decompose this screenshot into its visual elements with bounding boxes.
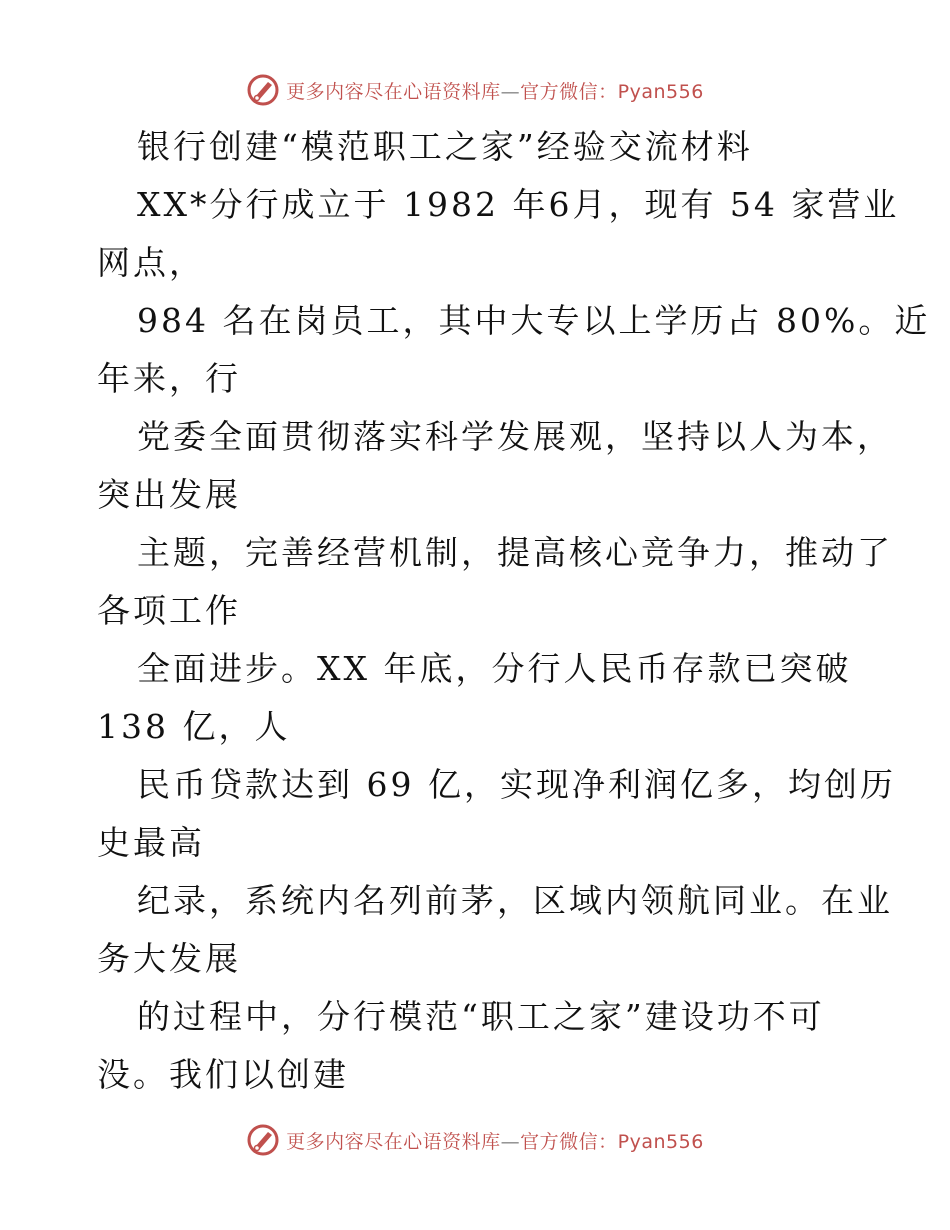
banner-separator: — bbox=[500, 1130, 521, 1153]
text-line: 突出发展 bbox=[97, 475, 241, 514]
text-line: 务大发展 bbox=[97, 939, 241, 978]
footer-watermark-banner bbox=[0, 1120, 950, 1160]
text-line: 138 亿，人 bbox=[97, 707, 291, 746]
text-line: 没。我们以创建 bbox=[97, 1055, 349, 1094]
text-line: 民币贷款达到 69 亿，实现净利润亿多，均创历 bbox=[137, 765, 896, 804]
banner-separator: — bbox=[500, 80, 521, 103]
banner-wechat: 官方微信：Pyan556 bbox=[520, 80, 704, 103]
text-line: XX*分行成立于 1982 年6月，现有 54 家营业 bbox=[137, 185, 900, 224]
text-line: 全面进步。XX 年底，分行人民币存款已突破 bbox=[137, 649, 852, 688]
banner-text bbox=[286, 1127, 704, 1154]
banner-text bbox=[286, 77, 704, 104]
header-watermark-banner bbox=[0, 70, 950, 110]
text-line: 纪录，系统内名列前茅，区域内领航同业。在业 bbox=[137, 881, 893, 920]
text-line: 史最高 bbox=[97, 823, 205, 862]
text-line: 党委全面贯彻落实科学发展观，坚持以人为本， bbox=[137, 417, 893, 456]
pen-seal-logo-icon bbox=[246, 1123, 280, 1157]
text-line: 年来，行 bbox=[97, 359, 241, 398]
banner-wechat: 官方微信：Pyan556 bbox=[520, 1130, 704, 1153]
document-body bbox=[97, 118, 931, 1104]
text-line: 的过程中，分行模范“职工之家”建设功不可 bbox=[137, 997, 825, 1036]
banner-brand: 更多内容尽在心语资料库 bbox=[286, 1130, 501, 1153]
document-title: 银行创建“模范职工之家”经验交流材料 bbox=[137, 127, 753, 166]
pen-seal-logo-icon bbox=[246, 73, 280, 107]
text-line: 网点， bbox=[97, 243, 205, 282]
text-line: 各项工作 bbox=[97, 591, 241, 630]
banner-brand: 更多内容尽在心语资料库 bbox=[286, 80, 501, 103]
text-line: 主题，完善经营机制，提高核心竞争力，推动了 bbox=[137, 533, 893, 572]
text-line: 984 名在岗员工，其中大专以上学历占 80%。近 bbox=[137, 301, 931, 340]
